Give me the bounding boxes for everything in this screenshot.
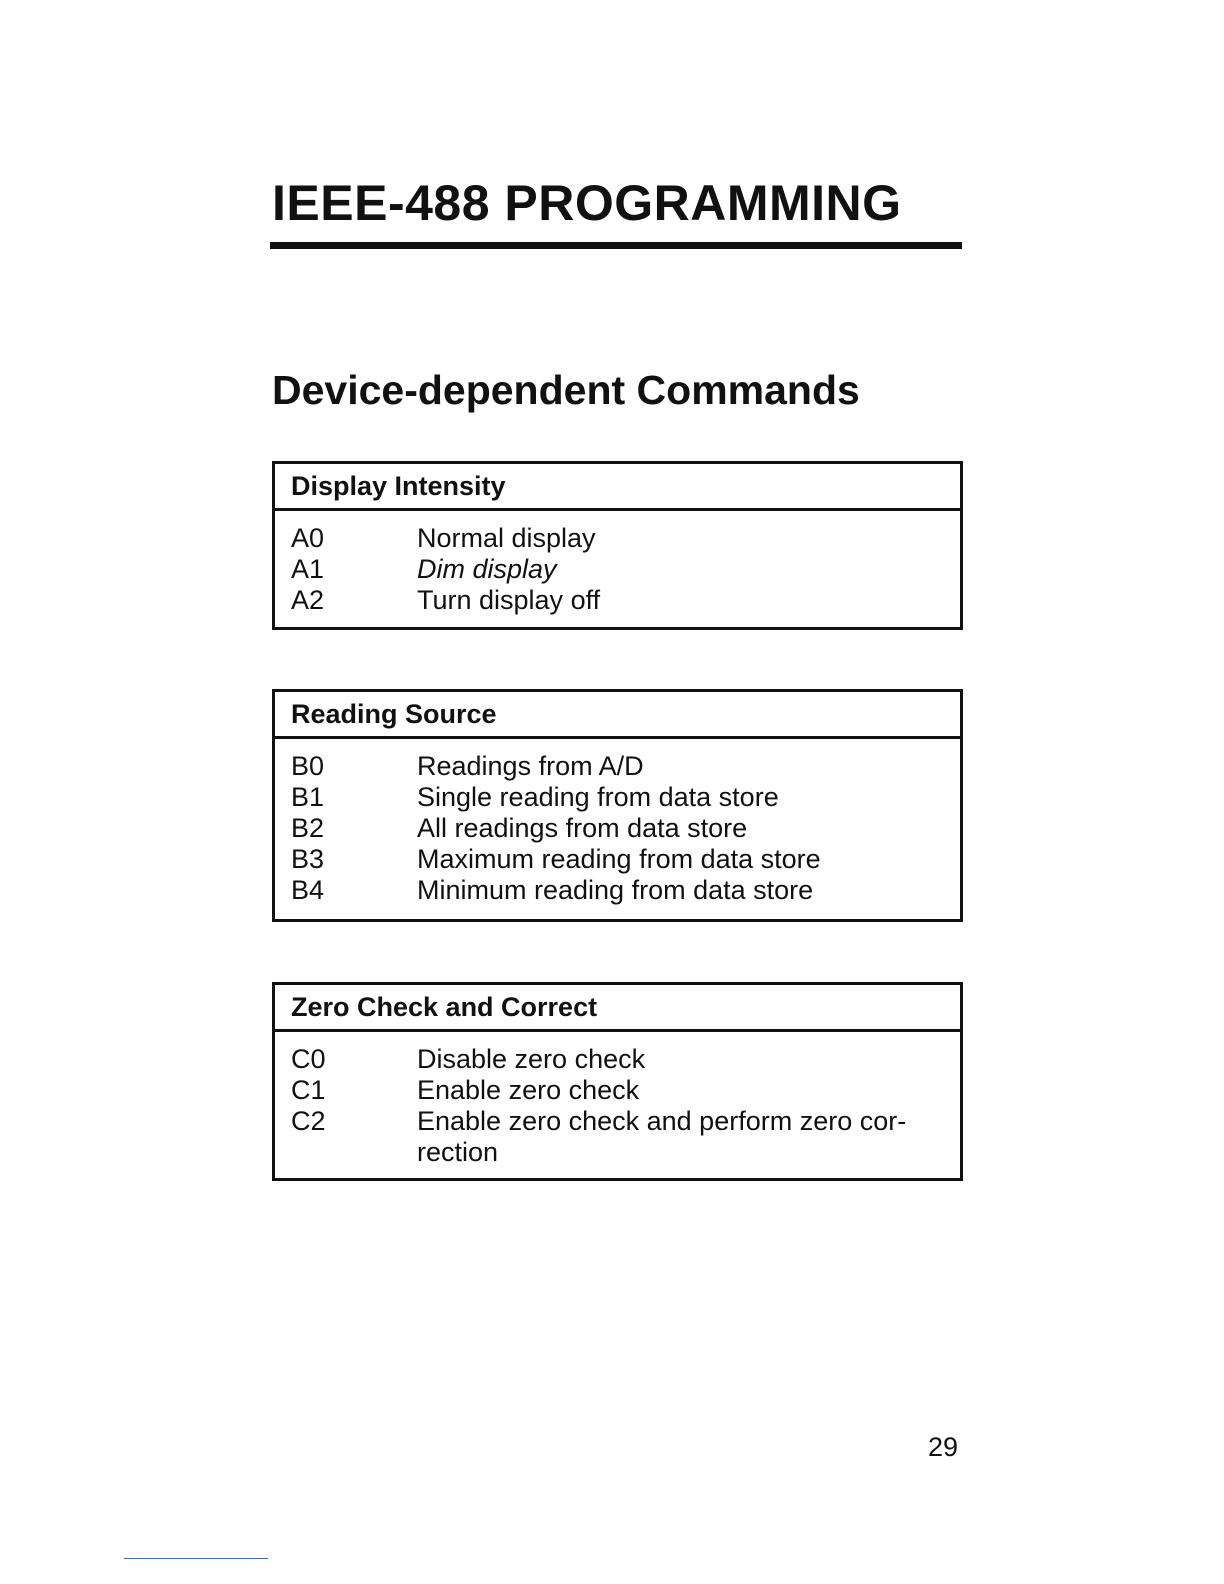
command-code: B2 [291,813,325,843]
command-row-b0 [291,751,944,782]
command-code: B4 [291,875,325,905]
command-row-a1 [291,554,944,585]
display-intensity-table [272,461,963,630]
zero-check-table [272,982,963,1181]
command-description: Readings from A/D [417,751,644,781]
command-description: Enable zero check [417,1075,640,1105]
command-row-b1 [291,782,944,813]
reading-source-title: Reading Source [275,692,960,739]
command-description: Enable zero check and perform zero cor- [417,1106,907,1136]
command-row-c0 [291,1044,944,1075]
command-code: A1 [291,554,325,584]
page-number: 29 [928,1432,959,1462]
command-description: Maximum reading from data store [417,844,821,874]
command-code: C0 [291,1044,326,1074]
display-intensity-body [275,511,960,616]
command-row-a2 [291,585,944,616]
command-row-c2 [291,1106,944,1137]
command-row-c2-continued [291,1137,944,1168]
command-description: Normal display [417,523,596,553]
command-code: C1 [291,1075,326,1105]
command-description: Single reading from data store [417,782,779,812]
command-description: Dim display [417,554,557,584]
command-code: A0 [291,523,325,553]
reading-source-table [272,689,963,922]
command-description: Minimum reading from data store [417,875,814,905]
command-row-b3 [291,844,944,875]
command-description: Turn display off [417,585,601,615]
command-row-b2 [291,813,944,844]
command-row-b4 [291,875,944,906]
command-description: Disable zero check [417,1044,646,1074]
display-intensity-title: Display Intensity [275,464,960,511]
footer-divider [124,1558,268,1559]
command-code: B0 [291,751,325,781]
zero-check-title: Zero Check and Correct [275,985,960,1032]
command-row-a0 [291,523,944,554]
command-row-c1 [291,1075,944,1106]
zero-check-body [275,1032,960,1168]
section-heading: Device-dependent Commands [272,367,860,413]
page-title: IEEE-488 PROGRAMMING [272,175,902,231]
command-code-empty [291,1137,417,1168]
command-code: A2 [291,585,325,615]
command-code: C2 [291,1106,326,1136]
command-description-continuation: rection [417,1137,499,1167]
command-code: B3 [291,844,325,874]
command-code: B1 [291,782,325,812]
title-rule [270,242,962,249]
command-description: All readings from data store [417,813,748,843]
reading-source-body [275,739,960,906]
